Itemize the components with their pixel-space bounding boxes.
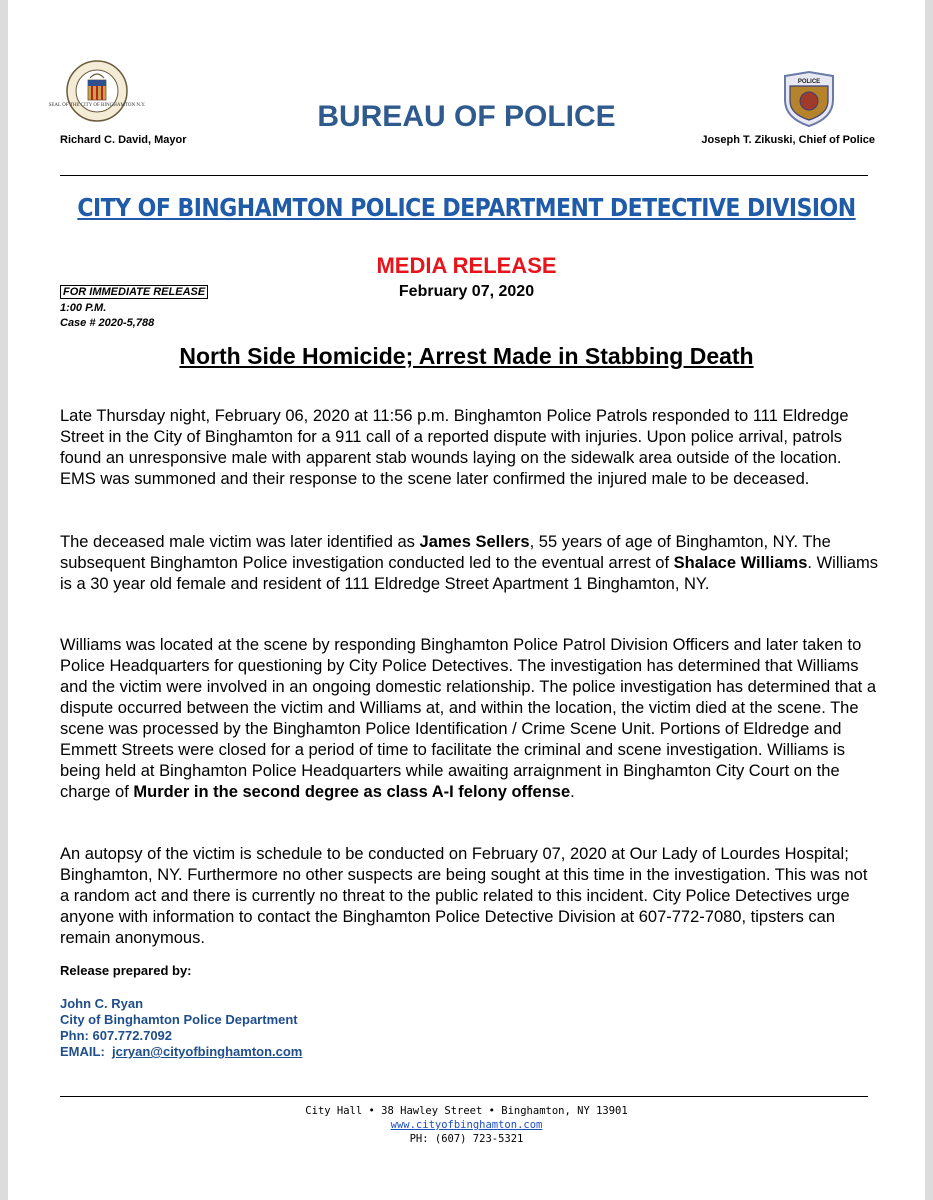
case-number: Case # 2020-5,788 (60, 317, 155, 329)
media-release-title: MEDIA RELEASE (376, 253, 557, 278)
footer-address: City Hall • 38 Hawley Street • Binghamton, NY 13901 (305, 1105, 628, 1117)
paragraph-investigation (60, 635, 880, 803)
suspect-name: Shalace Williams (673, 554, 808, 572)
footer-phone: PH: (607) 723-5321 (409, 1133, 524, 1145)
p2-text-c: . Williams is a 30 year old female and resident of 111 Eldredge Street Apartment 1 Binghamton, NY. (60, 554, 878, 593)
contact-phone: Phn: 607.772.7092 (60, 1028, 173, 1043)
p2-text-a: The deceased male victim was later identified as (60, 533, 420, 551)
release-time: 1:00 P.M. (60, 302, 107, 314)
paragraph-autopsy: An autopsy of the victim is schedule to be conducted on February 07, 2020 at Our Lady of Lourdes Hospital; Binghamton, NY. Furthermore no other suspects are being sought at this time in the investigation. This was not a random act and there is currently no threat to the public related to this incident. City Police Detectives urge anyone with information to contact the Binghamton Police Detective Division at 607-772-7080, tipsters can remain anonymous. (60, 845, 868, 947)
email-label: EMAIL: (60, 1044, 112, 1059)
charge-text: Murder in the second degree as class A-I felony offense (133, 783, 571, 801)
paragraph-incident: Late Thursday night, February 06, 2020 at 11:56 p.m. Binghamton Police Patrols responded to 111 Eldredge Street in the City of Binghamton for a 911 call of a reported dispute with injuries. Upon police arrival, patrols found an unresponsive male with apparent stab wounds laying on the sidewalk area outside of the location. EMS was summoned and their response to the scene later confirmed the injured male to be deceased. (60, 407, 849, 488)
headline: North Side Homicide; Arrest Made in Stabbing Death (179, 343, 754, 369)
victim-name: James Sellers (419, 533, 530, 551)
seal-label: SEAL OF THE CITY OF BINGHAMTON N.Y. (48, 103, 146, 108)
division-title: CITY OF BINGHAMTON POLICE DEPARTMENT DETECTIVE DIVISION (77, 193, 856, 222)
footer (8, 1104, 925, 1146)
email-link[interactable]: jcryan@cityofbinghamton.com (112, 1044, 303, 1059)
contact-block (60, 996, 302, 1060)
bureau-title: BUREAU OF POLICE (317, 100, 616, 133)
header-divider (60, 175, 868, 176)
contact-name: John C. Ryan (60, 996, 144, 1011)
p3-text-a: Williams was located at the scene by responding Binghamton Police Patrol Division Officers and later taken to Police Headquarters for questioning by City Police Detectives. The investigation has determined that Williams and the victim were involved in an ongoing domestic relationship. The police investigation has determined that a dispute occurred between the victim and Williams at, and within the location, the victim died at the scene. The scene was processed by the Binghamton Police Identification / Crime Scene Unit. Portions of Eldredge and Emmett Streets were closed for a period of time to facilitate the criminal and scene investigation. Williams is being held at Binghamton Police Headquarters while awaiting arraignment in Binghamton City Court on the charge of (60, 636, 877, 801)
p2-text-b: , 55 years of age of Binghamton, NY. The subsequent Binghamton Police investigation conducted led to the eventual arrest of (60, 533, 831, 572)
badge-label: POLICE (797, 79, 821, 85)
immediate-release-label: FOR IMMEDIATE RELEASE (60, 285, 208, 299)
mayor-name: Richard C. David, Mayor (60, 134, 187, 146)
chief-name: Joseph T. Zikuski, Chief of Police (701, 134, 875, 146)
paragraph-identification (60, 532, 880, 595)
prepared-by-label: Release prepared by: (60, 963, 192, 978)
footer-divider (60, 1096, 868, 1097)
contact-department: City of Binghamton Police Department (60, 1012, 298, 1027)
release-date: February 07, 2020 (398, 283, 535, 300)
footer-website-link[interactable]: www.cityofbinghamton.com (390, 1119, 543, 1131)
contact-email-row (60, 1044, 302, 1060)
document-page (8, 0, 925, 1200)
p3-text-b: . (570, 783, 575, 801)
